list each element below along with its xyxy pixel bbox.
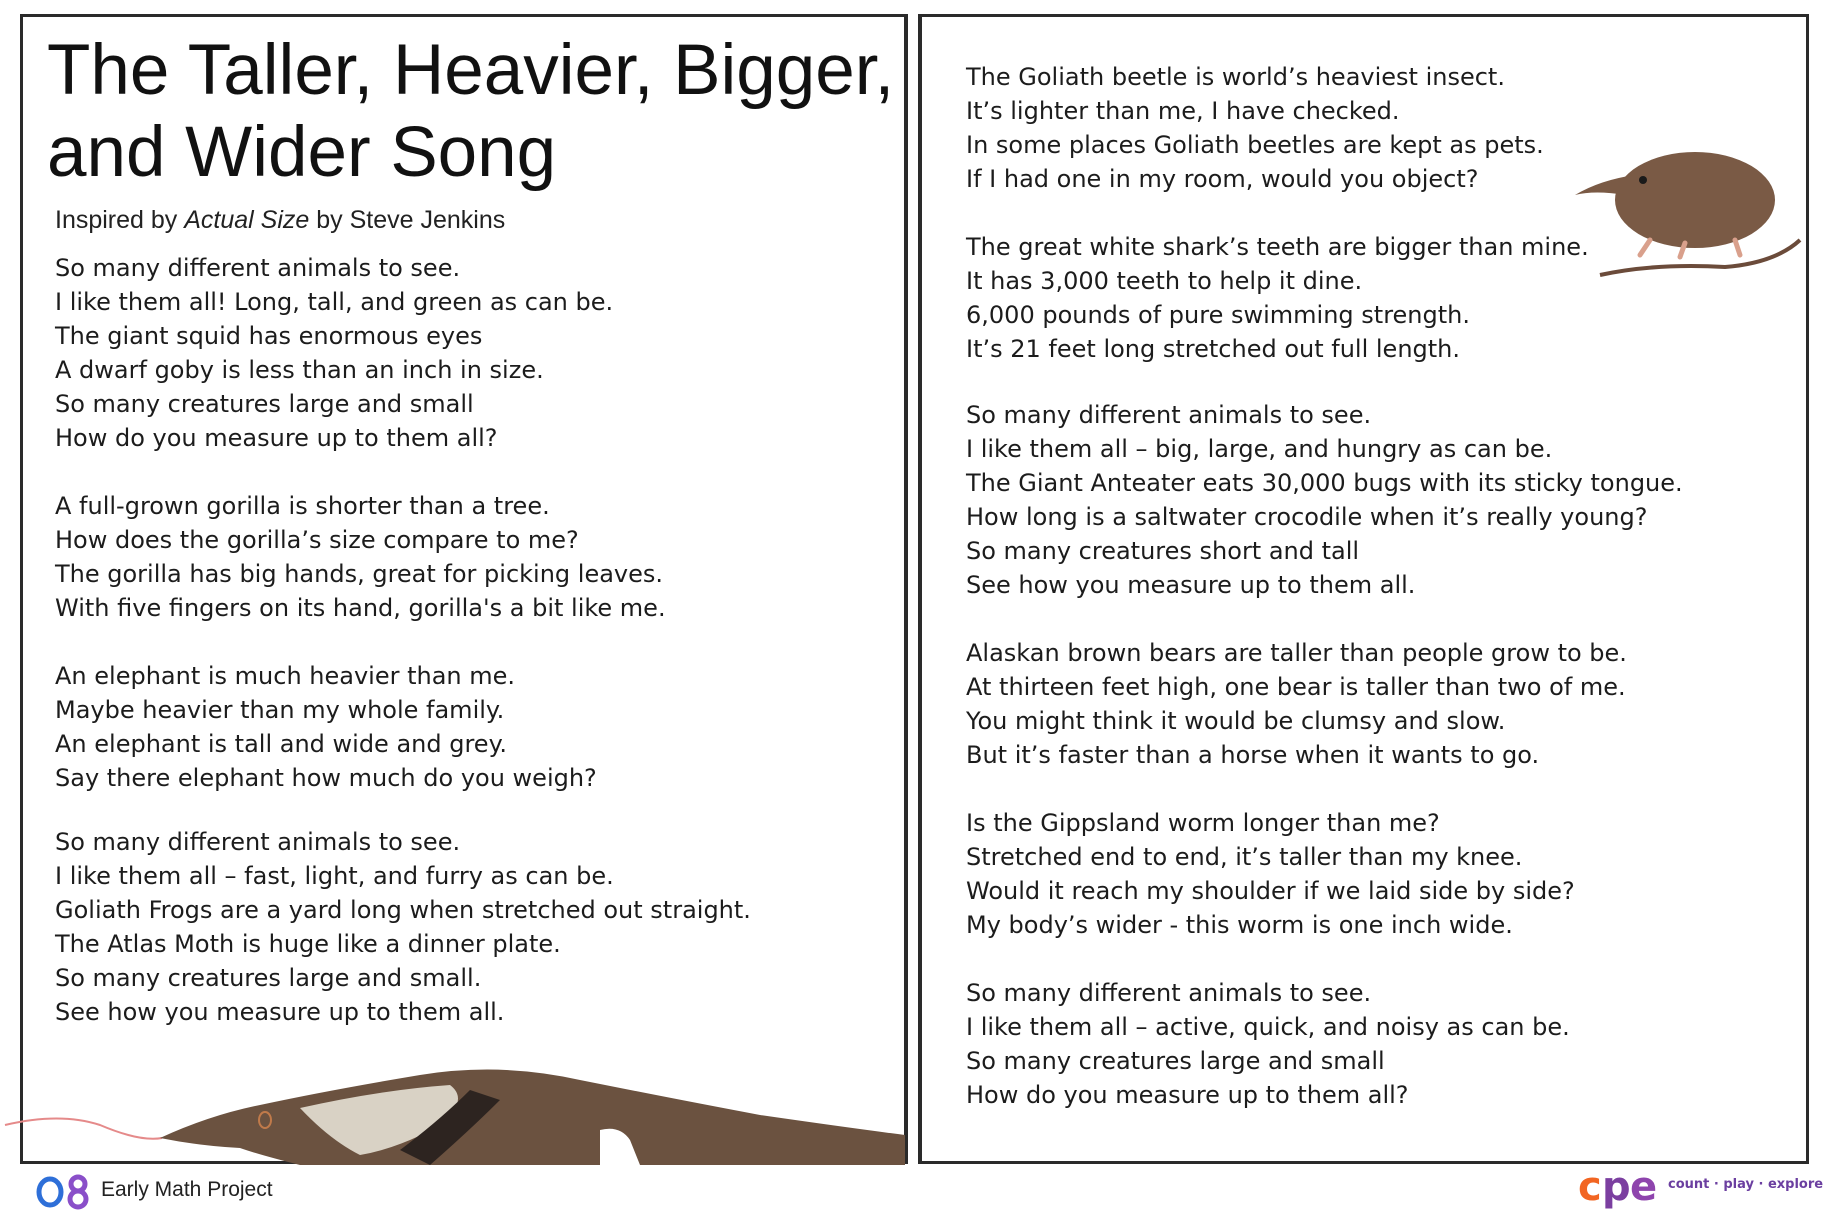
verse-line: If I had one in my room, would you object? (966, 165, 1479, 193)
verse-line: So many different animals to see. (55, 254, 461, 282)
page-title: The Taller, Heavier, Bigger, and Wider Song (47, 31, 895, 192)
verse-line: Alaskan brown bears are taller than people grow to be. (966, 639, 1627, 667)
verse-line: It has 3,000 teeth to help it dine. (966, 267, 1363, 295)
verse-line: It’s lighter than me, I have checked. (966, 97, 1400, 125)
verse-line: My body’s wider - this worm is one inch wide. (966, 911, 1513, 939)
verse-line: Would it reach my shoulder if we laid side by side? (966, 877, 1575, 905)
verse-line: Stretched end to end, it’s taller than my knee. (966, 843, 1523, 871)
shrew-body (1615, 152, 1775, 248)
verse-line: How do you measure up to them all? (55, 424, 498, 452)
verse-line: Maybe heavier than my whole family. (55, 696, 505, 724)
right-stanza-3 (966, 398, 1683, 602)
verse-line: With five fingers on its hand, gorilla's a bit like me. (55, 594, 666, 622)
subtitle-prefix: Inspired by (55, 206, 185, 234)
left-stanza-1 (55, 251, 613, 455)
verse-line: How long is a saltwater crocodile when it’s really young? (966, 503, 1648, 531)
subtitle-suffix: by Steve Jenkins (309, 206, 506, 234)
left-stanza-2 (55, 489, 666, 625)
verse-line: A dwarf goby is less than an inch in size. (55, 356, 544, 384)
verse-line: How does the gorilla’s size compare to me? (55, 526, 579, 554)
svg-text:p: p (1602, 1164, 1631, 1210)
verse-line: The great white shark’s teeth are bigger than mine. (966, 233, 1589, 261)
shrew-eye (1639, 176, 1647, 184)
early-math-project-label: Early Math Project (101, 1178, 273, 1201)
verse-line: An elephant is much heavier than me. (55, 662, 516, 690)
verse-line: It’s 21 feet long stretched out full length. (966, 335, 1461, 363)
verse-line: But it’s faster than a horse when it wants to go. (966, 741, 1540, 769)
early-math-logo-icon (34, 1170, 94, 1210)
verse-line: I like them all – fast, light, and furry as can be. (55, 862, 614, 890)
right-stanza-4 (966, 636, 1627, 772)
left-stanza-3 (55, 659, 597, 795)
right-stanza-5 (966, 806, 1575, 942)
logo-eight-bottom (70, 1191, 86, 1207)
verse-line: So many creatures large and small (55, 390, 474, 418)
verse-line: How do you measure up to them all? (966, 1081, 1409, 1109)
verse-line: The gorilla has big hands, great for picking leaves. (55, 560, 664, 588)
verse-line: At thirteen feet high, one bear is taller than two of me. (966, 673, 1626, 701)
anteater-body (160, 1070, 905, 1165)
verse-line: The Atlas Moth is huge like a dinner plate. (55, 930, 561, 958)
verse-line: A full-grown gorilla is shorter than a tree. (55, 492, 550, 520)
right-stanza-2 (966, 230, 1589, 366)
verse-line: The giant squid has enormous eyes (55, 322, 483, 350)
svg-text:e: e (1630, 1164, 1658, 1210)
verse-line: So many creatures large and small (966, 1047, 1385, 1075)
verse-line: So many creatures large and small. (55, 964, 482, 992)
left-stanza-4 (55, 825, 751, 1029)
verse-line: See how you measure up to them all. (55, 998, 505, 1026)
shrew-snout (1575, 175, 1635, 195)
verse-line: You might think it would be clumsy and slow. (966, 707, 1506, 735)
verse-line: Goliath Frogs are a yard long when stretched out straight. (55, 896, 751, 924)
cpe-tagline: count · play · explore (1668, 1177, 1824, 1192)
verse-line: The Goliath beetle is world’s heaviest insect. (966, 63, 1505, 91)
verse-line: Say there elephant how much do you weigh? (55, 764, 597, 792)
verse-line: See how you measure up to them all. (966, 571, 1416, 599)
verse-line: An elephant is tall and wide and grey. (55, 730, 507, 758)
verse-line: So many different animals to see. (966, 401, 1372, 429)
right-stanza-6 (966, 976, 1570, 1112)
verse-line: So many different animals to see. (966, 979, 1372, 1007)
anteater-illustration (0, 1030, 910, 1165)
verse-line: I like them all! Long, tall, and green as can be. (55, 288, 614, 316)
right-stanza-1 (966, 60, 1544, 196)
verse-line: Is the Gippsland worm longer than me? (966, 809, 1440, 837)
shrew-illustration (1565, 135, 1805, 295)
verse-line: I like them all – big, large, and hungry as can be. (966, 435, 1553, 463)
cpe-logo-icon (1578, 1162, 1663, 1212)
subtitle (55, 206, 505, 235)
logo-zero (39, 1179, 61, 1205)
book-title: Actual Size (184, 206, 310, 234)
svg-text:c: c (1578, 1164, 1602, 1210)
verse-line: The Giant Anteater eats 30,000 bugs with its sticky tongue. (966, 469, 1683, 497)
verse-line: 6,000 pounds of pure swimming strength. (966, 301, 1470, 329)
verse-line: In some places Goliath beetles are kept as pets. (966, 131, 1544, 159)
verse-line: I like them all – active, quick, and noisy as can be. (966, 1013, 1570, 1041)
verse-line: So many creatures short and tall (966, 537, 1360, 565)
verse-line: So many different animals to see. (55, 828, 461, 856)
anteater-tongue (5, 1119, 162, 1139)
